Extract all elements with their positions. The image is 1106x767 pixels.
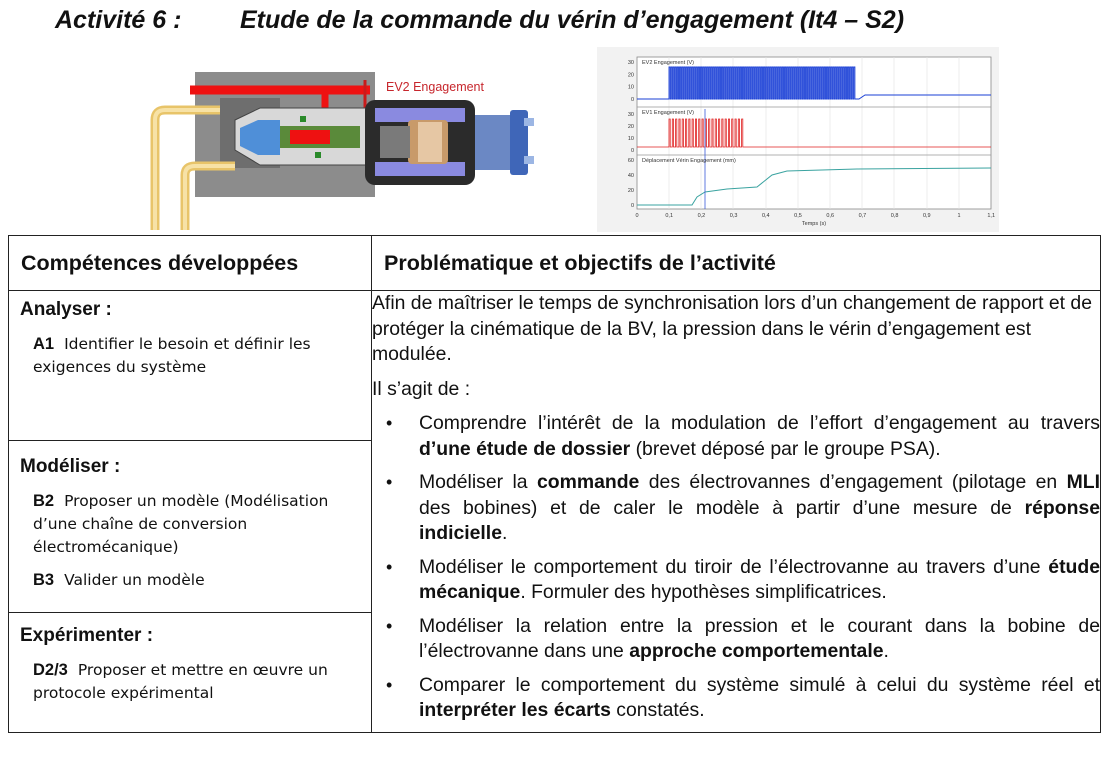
competences-cell	[9, 291, 372, 733]
activity-number: Activité 6 :	[55, 6, 182, 34]
page-title	[55, 6, 904, 35]
competence-code: B3	[33, 571, 55, 589]
x-tick-label: 0,6	[826, 213, 835, 219]
y-tick-label: 30	[627, 112, 634, 118]
x-tick-label: 0,3	[729, 213, 738, 219]
y-tick-label: 0	[630, 148, 634, 154]
competence-text: Proposer et mettre en œuvre un protocole expérimental	[33, 661, 328, 702]
y-tick-label: 40	[627, 173, 634, 179]
y-tick-label: 10	[627, 136, 634, 142]
competences-header: Compétences développées	[9, 236, 372, 291]
x-tick-label: 0,9	[922, 213, 931, 219]
y-tick-label: 20	[627, 72, 634, 79]
y-tick-label: 0	[630, 203, 634, 209]
x-tick-label: 0,7	[858, 213, 867, 219]
x-tick-label: 0,5	[794, 213, 802, 219]
bullet-icon: •	[386, 615, 393, 636]
objective-keyword: commande	[536, 471, 640, 493]
competence-group-analyser	[9, 291, 371, 441]
bullet-icon: •	[386, 556, 393, 577]
objective-keyword: approche comportementale	[629, 640, 884, 662]
objective-item: • Modéliser le comportement du tiroir de l’électrovanne au travers d’une étude mécanique. Formuler des hypothèses simplificatrices.	[386, 555, 1100, 603]
objectives-list	[372, 411, 1100, 724]
bullet-icon: •	[386, 413, 393, 433]
x-tick-label: 1,1	[987, 213, 996, 219]
ev1-channel-label: EV1 Engagement (V)	[642, 110, 694, 116]
competence-item	[20, 569, 361, 592]
competence-group-modeliser	[9, 441, 371, 613]
y-tick-label: 30	[627, 60, 634, 66]
displacement-channel-label: Déplacement Vérin Engagement (mm)	[642, 158, 736, 164]
x-tick-label: 0	[635, 213, 639, 219]
competence-text: Identifier le besoin et définir les exigences du système	[33, 335, 311, 376]
competence-code: B2	[33, 492, 55, 510]
y-tick-label: 10	[627, 84, 634, 91]
ev2-channel-label: EV2 Engagement (V)	[642, 60, 694, 66]
objective-keyword: réponse indicielle	[419, 496, 1100, 544]
y-tick-label: 60	[627, 158, 634, 164]
y-tick-label: 0	[630, 97, 634, 103]
objectives-lead: Il s’agit de :	[372, 377, 471, 400]
x-axis-label: Temps (s)	[801, 221, 827, 227]
competence-item	[20, 490, 361, 559]
objective-keyword: étude mécanique	[419, 555, 1100, 603]
activity-table	[8, 235, 1101, 733]
x-tick-label: 0,8	[890, 213, 899, 219]
competence-group-title: Modéliser :	[20, 456, 121, 477]
competence-group-title: Expérimenter :	[20, 625, 154, 646]
bullet-icon: •	[386, 674, 393, 695]
x-tick-label: 1	[957, 213, 961, 219]
objectives-cell	[372, 291, 1101, 733]
competence-item	[20, 333, 361, 379]
competence-code: D2/3	[33, 661, 68, 679]
competence-text: Proposer un modèle (Modélisation d’une chaîne de conversion électromécanique)	[33, 492, 329, 556]
oscilloscope-chart	[597, 47, 999, 232]
x-tick-label: 0,1	[665, 213, 674, 219]
x-tick-label: 0,2	[697, 213, 706, 219]
competence-group-experimenter	[9, 613, 371, 705]
solenoid-valve-illustration	[140, 50, 540, 230]
objective-keyword: d’une étude de dossier	[419, 437, 631, 460]
valve-label: EV2 Engagement	[386, 80, 484, 94]
objective-item: • Modéliser la relation entre la pression et le courant dans la bobine de l’électrovanne dans une approche comportementale.	[386, 614, 1100, 662]
y-tick-label: 20	[627, 188, 634, 194]
competence-item	[20, 659, 361, 705]
objective-item: • Comprendre l’intérêt de la modulation de l’effort d’engagement au travers d’une étude de dossier (brevet déposé par le groupe PSA).	[386, 412, 1100, 460]
competence-code: A1	[33, 335, 55, 353]
bullet-icon: •	[386, 472, 393, 492]
y-tick-label: 20	[627, 124, 634, 130]
objectives-header: Problématique et objectifs de l’activité	[372, 236, 1101, 291]
x-tick-label: 0,4	[761, 213, 770, 219]
objective-item: • Modéliser la commande des électrovannes d’engagement (pilotage en MLI des bobines) et de caler le modèle à partir d’une mesure de réponse indicielle.	[386, 471, 1100, 544]
objective-keyword: MLI	[1066, 471, 1100, 493]
objective-item: • Comparer le comportement du système simulé à celui du système réel et interpréter les écarts constatés.	[386, 673, 1100, 721]
objectives-intro: Afin de maîtriser le temps de synchronisation lors d’un changement de rapport et de protéger la cinématique de la BV, la pression dans le vérin d’engagement est modulée.	[372, 292, 1093, 365]
competence-group-title: Analyser :	[20, 299, 112, 320]
objective-keyword: interpréter les écarts	[419, 699, 611, 721]
competence-text: Valider un modèle	[64, 571, 205, 589]
activity-title: Etude de la commande du vérin d’engagement (It4 – S2)	[240, 6, 905, 34]
